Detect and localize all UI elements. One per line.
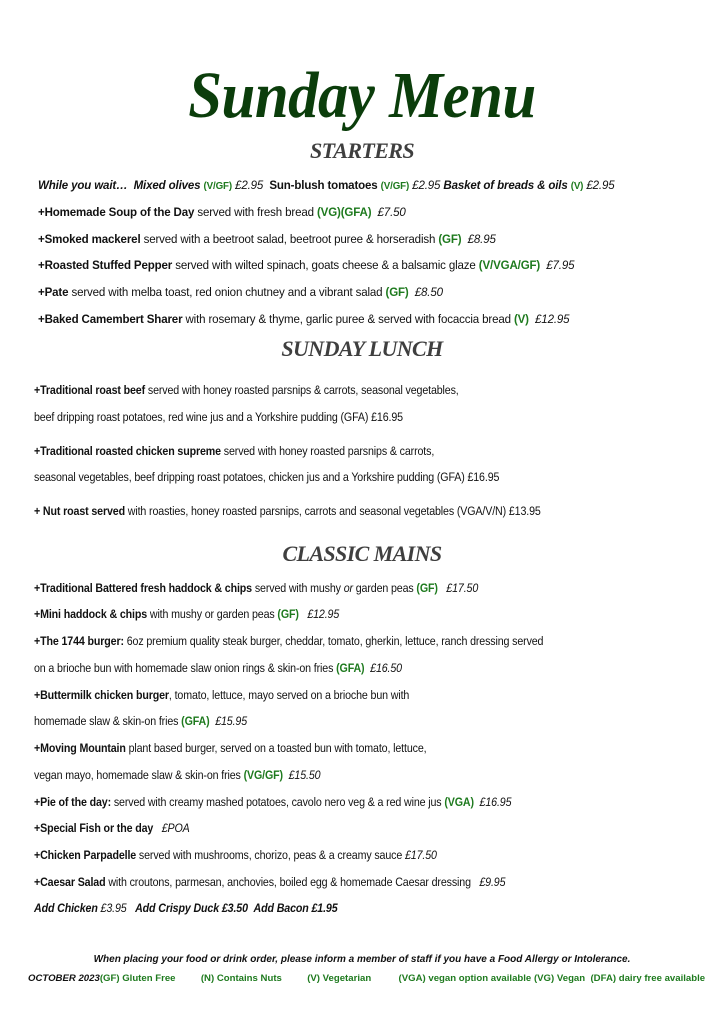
item-price: £POA	[161, 821, 190, 835]
sunday-lunch-heading: SUNDAY LUNCH	[281, 336, 443, 361]
item-name: +Caesar Salad	[34, 875, 106, 889]
menu-date: OCTOBER 2023	[28, 973, 100, 984]
diet-tag: (V/GF)	[203, 180, 232, 192]
main-item	[34, 821, 190, 835]
item-desc: with roasties, honey roasted parsnips, carrots and seasonal vegetables (VGA/V/N) £13.95	[124, 504, 541, 518]
lunch-item	[34, 444, 434, 458]
main-item	[34, 607, 339, 621]
starter-item	[38, 205, 406, 219]
item-name: + Nut roast served	[34, 504, 125, 518]
item-desc: with mushy or garden peas	[147, 607, 278, 621]
diet-tag: (VGA)	[444, 795, 474, 809]
lunch-item	[34, 504, 541, 518]
item-desc: served with mushrooms, chorizo, peas & a creamy sauce	[136, 848, 405, 862]
item-name: +Traditional roasted chicken supreme	[34, 444, 221, 458]
item-desc: served with mushy	[251, 581, 344, 595]
main-item	[34, 688, 409, 702]
item-price: £16.50	[370, 661, 402, 675]
item-name: +Homemade Soup of the Day	[38, 205, 195, 219]
main-item-continued	[34, 714, 247, 728]
diet-tag: (GFA)	[181, 714, 210, 728]
legend-item: (DFA) dairy free available	[590, 973, 706, 984]
item-desc: , tomato, lettuce, mayo served on a brioche bun with	[168, 688, 410, 702]
addon-price: £1.95	[311, 901, 338, 915]
starter-item	[38, 285, 443, 299]
item-price: £8.95	[467, 232, 496, 246]
item-price: £15.95	[215, 714, 248, 728]
item-desc: served with honey roasted parsnips & carrots,	[220, 444, 435, 458]
item-desc: on a brioche bun with homemade slaw onion rings & skin-on fries	[34, 661, 337, 675]
nibble-price: £2.95	[235, 178, 264, 192]
main-item-continued	[34, 768, 320, 782]
item-desc: served with wilted spinach, goats cheese & a balsamic glaze	[172, 258, 479, 272]
diet-tag: (GF)	[416, 581, 438, 595]
diet-tag: (GF)	[385, 285, 409, 299]
item-name: +Traditional roast beef	[34, 383, 146, 397]
addon-name: Add Bacon	[253, 901, 309, 915]
diet-tag: (V)	[513, 312, 529, 326]
item-price: £16.95	[479, 795, 512, 809]
nibble-price: £2.95	[412, 178, 441, 192]
lunch-item	[34, 383, 459, 397]
item-price: £9.95	[479, 875, 506, 889]
classic-mains-heading: CLASSIC MAINS	[282, 541, 442, 566]
legend-item: (N) Contains Nuts	[200, 973, 282, 984]
item-desc: served with melba toast, red onion chutney and a vibrant salad	[68, 285, 386, 299]
addons-line	[34, 901, 337, 915]
starter-item	[38, 258, 574, 272]
nibble-name: Basket of breads & oils	[443, 178, 568, 192]
main-item	[34, 795, 511, 809]
addon-price: £3.50	[221, 901, 248, 915]
legend-item: (GF) Gluten Free	[99, 973, 176, 984]
item-desc: served with honey roasted parsnips & carrots, seasonal vegetables,	[145, 383, 459, 397]
item-price: £7.95	[546, 258, 575, 272]
diet-tag: (VG)(GFA)	[316, 205, 372, 219]
starters-heading: STARTERS	[309, 138, 415, 163]
item-name: +Pate	[38, 285, 69, 299]
item-price: £8.50	[414, 285, 443, 299]
addon-name: Add Chicken	[34, 901, 98, 915]
main-item-continued	[34, 661, 402, 675]
legend-item: (V) Vegetarian	[307, 973, 372, 984]
diet-tag: (V/VGA/GF)	[478, 258, 541, 272]
legend-item: (VGA) vegan option available	[398, 973, 532, 984]
nibble-name: Mixed olives	[133, 178, 201, 192]
item-price: £7.50	[377, 205, 406, 219]
diet-tag: (VG/GF)	[243, 768, 283, 782]
main-item	[34, 634, 543, 648]
item-desc: with rosemary & thyme, garlic puree & served with focaccia bread	[182, 312, 514, 326]
item-desc: served with fresh bread	[194, 205, 317, 219]
diet-legend	[28, 973, 705, 984]
item-name: +Moving Mountain	[34, 741, 126, 755]
lunch-item-continued: beef dripping roast potatoes, red wine jus and a Yorkshire pudding (GFA) £16.95	[34, 410, 403, 424]
item-name: +The 1744 burger:	[34, 634, 124, 648]
item-name: +Mini haddock & chips	[34, 607, 148, 621]
main-item	[34, 848, 437, 862]
diet-tag: (V/GF)	[380, 180, 410, 192]
diet-tag: (GFA)	[336, 661, 365, 675]
item-desc: garden peas	[352, 581, 417, 595]
diet-tag: (GF)	[277, 607, 299, 621]
item-name: +Buttermilk chicken burger	[34, 688, 169, 702]
lunch-item-continued: seasonal vegetables, beef dripping roast potatoes, chicken jus and a Yorkshire pudding (GFA) £16.95	[34, 470, 500, 484]
item-desc: plant based burger, served on a toasted bun with tomato, lettuce,	[125, 741, 427, 755]
main-item	[34, 875, 505, 889]
item-desc: homemade slaw & skin-on fries	[34, 714, 182, 728]
starter-item	[38, 312, 569, 326]
nibbles-line	[38, 178, 615, 192]
item-name: +Traditional Battered fresh haddock & chips	[34, 581, 252, 595]
item-desc: served with a beetroot salad, beetroot puree & horseradish	[140, 232, 439, 246]
item-desc: vegan mayo, homemade slaw & skin-on fries	[34, 768, 244, 782]
main-item	[34, 741, 426, 755]
item-name: +Roasted Stuffed Pepper	[38, 258, 173, 272]
item-desc-or: or	[343, 581, 353, 595]
diet-tag: (GF)	[438, 232, 462, 246]
item-price: £12.95	[535, 312, 570, 326]
item-desc: served with creamy mashed potatoes, cavolo nero veg & a red wine jus	[110, 795, 445, 809]
diet-tag: (V)	[570, 180, 584, 192]
item-price: £17.50	[446, 581, 479, 595]
allergy-note: When placing your food or drink order, please inform a member of staff if you have a Food Allergy or Intolerance.	[93, 954, 631, 965]
item-name: +Pie of the day:	[34, 795, 111, 809]
nibble-price: £2.95	[586, 178, 615, 192]
addon-price: £3.95	[100, 901, 127, 915]
item-desc: with croutons, parmesan, anchovies, boiled egg & homemade Caesar dressing	[105, 875, 474, 889]
item-name: +Chicken Parpadelle	[34, 848, 137, 862]
starter-item	[38, 232, 496, 246]
page-title: Sunday Menu	[188, 59, 536, 132]
item-price: £12.95	[307, 607, 340, 621]
item-name: +Smoked mackerel	[38, 232, 141, 246]
item-name: +Baked Camembert Sharer	[38, 312, 183, 326]
nibbles-intro: While you wait…	[38, 178, 128, 192]
nibble-name: Sun-blush tomatoes	[269, 178, 378, 192]
item-price: £15.50	[288, 768, 321, 782]
legend-item: (VG) Vegan	[533, 973, 586, 984]
addon-name: Add Crispy Duck	[135, 901, 220, 915]
item-name: +Special Fish or the day	[34, 821, 154, 835]
item-price: £17.50	[404, 848, 437, 862]
main-item	[34, 581, 478, 595]
item-desc: 6oz premium quality steak burger, cheddar, tomato, gherkin, lettuce, ranch dressing served	[123, 634, 544, 648]
